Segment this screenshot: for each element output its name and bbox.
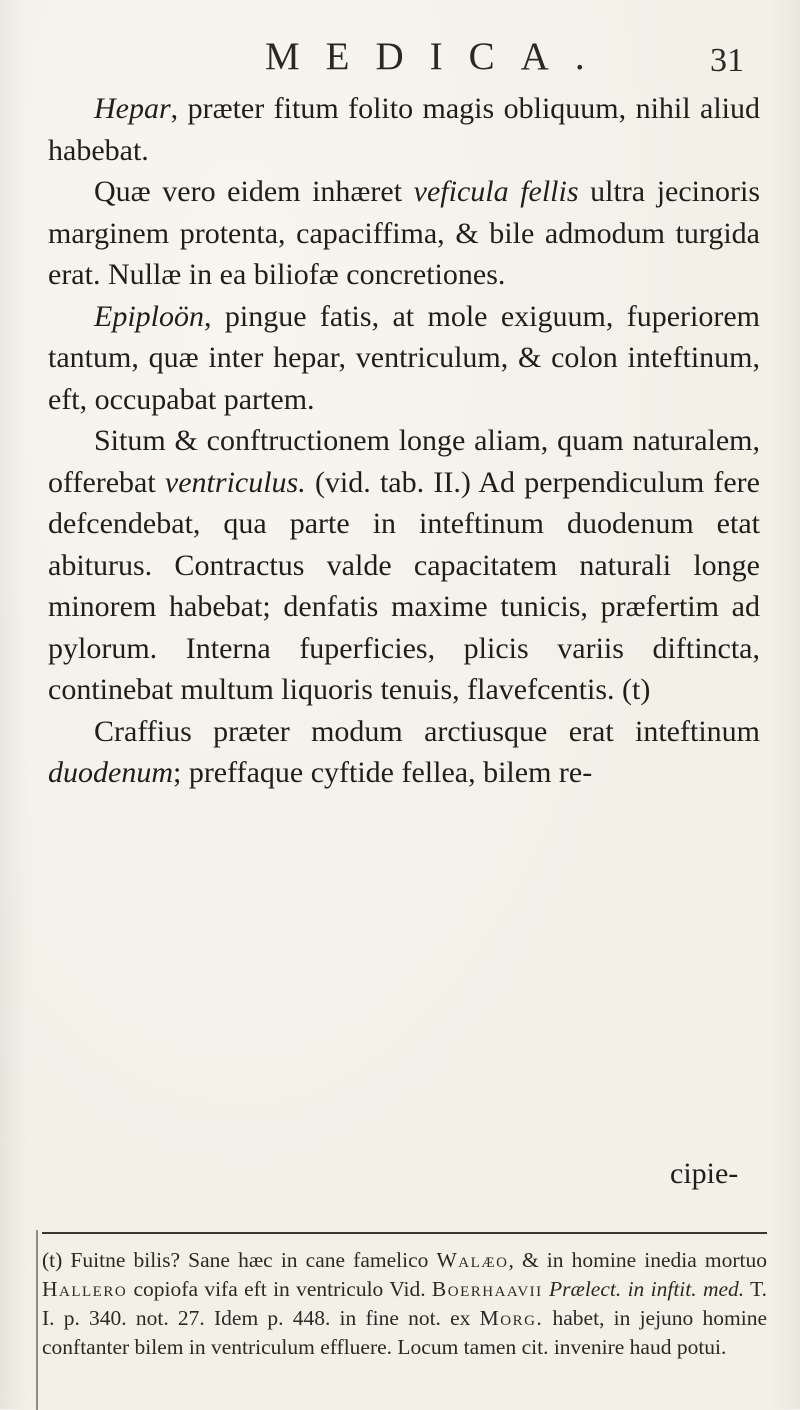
footnote-text: Fuitne bilis? Sane hæc in cane famelico	[62, 1248, 437, 1272]
gutter-shadow	[36, 1230, 38, 1410]
paragraph-lead: Craffius præter modum arctiusque erat inteftinum	[94, 714, 760, 748]
footnote-rule	[42, 1232, 767, 1234]
footnote-text: copiofa vifa eft in ventriculo Vid.	[127, 1277, 432, 1301]
page-number: 31	[710, 42, 744, 79]
footnote-work-title: Prælect. in inftit. med.	[542, 1277, 745, 1301]
footnote-text: , & in homine inedia mortuo	[508, 1248, 768, 1272]
term-hepar: Hepar	[94, 92, 171, 125]
paragraph-epiploon	[48, 296, 760, 421]
term-ventriculus: ventriculus.	[164, 465, 306, 499]
paragraph-ventriculus	[48, 420, 760, 711]
paragraph-text: , præter fitum folito magis obliquum, nihil aliud habebat.	[48, 92, 760, 167]
footnote-marker: (t)	[42, 1248, 63, 1272]
footnote-author: Hallero	[42, 1277, 128, 1301]
paragraph-text: (vid. tab. II.) Ad perpendiculum fere defcendebat, qua parte in inteftinum duodenum etat abiturus. Contractus valde capacitatem naturali longe minorem habebat; denfatis maxime tunicis, præfertim ad pylorum. Interna fuperficies, plicis variis diftincta, continebat multum liquoris tenuis, flavefcentis. (t)	[48, 465, 760, 706]
term-epiploon: Epiploön	[94, 299, 204, 333]
paragraph-text: ; preffaque cyftide fellea, bilem re-	[172, 756, 593, 789]
running-head: MEDICA.	[265, 35, 611, 78]
paragraph-vesicula	[48, 171, 760, 296]
footnote-text: habet, in jejuno homine conftanter bilem in ventriculum effluere. Locum tamen cit. invenire haud potui.	[42, 1306, 767, 1359]
paragraph-text: , pingue fatis, at mole exiguum, fuperiorem tantum, quæ inter hepar, ventriculum, & colon inteftinum, eft, occupabat partem.	[48, 299, 760, 416]
paragraph-lead: Situm & conftructionem longe aliam, quam naturalem, offerebat	[48, 424, 760, 499]
term-vesicula-fellis: veficula fellis	[413, 175, 579, 208]
footnote-author: Morg.	[479, 1306, 544, 1330]
term-duodenum: duodenum	[48, 756, 173, 789]
footnote-author: Boerhaavii	[431, 1277, 543, 1301]
footnote-author: Walæo	[436, 1248, 509, 1272]
paragraph-lead: Quæ vero eidem inhæret	[94, 175, 414, 208]
paragraph-hepar	[48, 88, 760, 171]
main-text	[48, 88, 760, 794]
footnote	[42, 1246, 767, 1362]
footnote-text: T. I. p. 340. not. 27. Idem p. 448. in fine not. ex	[42, 1277, 767, 1330]
catchword: cipie-	[670, 1157, 739, 1190]
paragraph-text: ultra jecinoris marginem protenta, capaciffima, & bile admodum turgida erat. Nullæ in ea biliofæ concretiones.	[48, 175, 760, 291]
paragraph-duodenum	[48, 711, 760, 794]
